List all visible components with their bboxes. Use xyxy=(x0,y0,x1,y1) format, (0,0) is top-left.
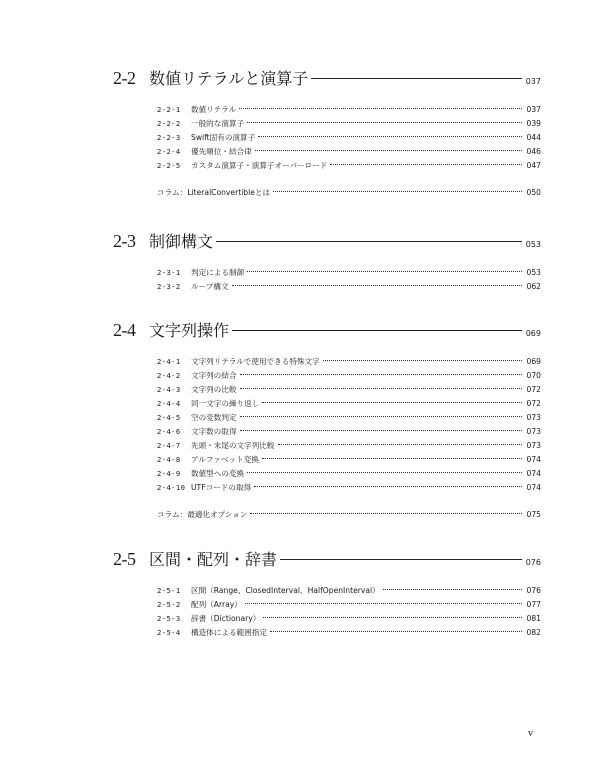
leader-line xyxy=(216,241,522,242)
section-heading[interactable] xyxy=(113,318,541,342)
entry-number: 2-4-7 xyxy=(157,441,181,450)
dotted-leader xyxy=(247,122,522,123)
entry-page: 073 xyxy=(526,427,541,436)
entry-number: 2-3-1 xyxy=(157,268,181,277)
toc-entry[interactable] xyxy=(157,267,541,281)
toc-entry[interactable] xyxy=(157,468,541,482)
section-page: 037 xyxy=(525,77,541,86)
entry-title: UTFコードの取得 xyxy=(191,483,252,492)
toc-entry[interactable] xyxy=(157,599,541,613)
column-entry[interactable] xyxy=(157,509,541,523)
toc-entry[interactable] xyxy=(157,454,541,468)
page-number: v xyxy=(528,728,533,739)
section-page: 069 xyxy=(525,329,541,338)
toc-section-2-4 xyxy=(113,318,541,523)
entry-title: 文字列リテラルで使用できる特殊文字 xyxy=(191,357,320,366)
entry-title: 文字列の結合 xyxy=(191,371,237,380)
dotted-leader xyxy=(258,136,522,137)
toc-section-2-2 xyxy=(113,66,541,201)
leader-line xyxy=(232,330,522,331)
entry-list xyxy=(157,356,541,496)
dotted-leader xyxy=(254,486,522,487)
entry-number: 2-4-10 xyxy=(157,483,186,492)
dotted-leader xyxy=(232,285,522,286)
leader-line xyxy=(280,559,522,560)
entry-number: 2-5-2 xyxy=(157,600,181,609)
section-page: 053 xyxy=(525,240,541,249)
entry-number: 2-4-9 xyxy=(157,469,181,478)
entry-page: 047 xyxy=(526,161,541,170)
dotted-leader xyxy=(263,617,522,618)
entry-title: 優先順位・結合律 xyxy=(191,147,252,156)
toc-entry[interactable] xyxy=(157,613,541,627)
toc-entry[interactable] xyxy=(157,440,541,454)
toc-entry[interactable] xyxy=(157,132,541,146)
dotted-leader xyxy=(240,374,522,375)
section-number: 2-3 xyxy=(113,231,136,251)
entry-title: 文字列の比較 xyxy=(191,385,237,394)
entry-title: 区間（Range、ClosedInterval、HalfOpenInterval） xyxy=(191,586,380,595)
entry-number: 2-5-1 xyxy=(157,586,181,595)
entry-title: 空の変数判定 xyxy=(191,413,237,422)
dotted-leader xyxy=(247,472,522,473)
dotted-leader xyxy=(383,589,522,590)
entry-page: 039 xyxy=(526,119,541,128)
entry-title: カスタム演算子・演算子オーバーロード xyxy=(191,161,328,170)
entry-number: 2-2-5 xyxy=(157,161,181,170)
entry-number: 2-4-1 xyxy=(157,357,181,366)
dotted-leader xyxy=(239,108,522,109)
entry-title: アルファベット変換 xyxy=(191,455,259,464)
entry-number: 2-4-6 xyxy=(157,427,181,436)
entry-number: 2-2-3 xyxy=(157,133,181,142)
toc-entry[interactable] xyxy=(157,412,541,426)
entry-page: 076 xyxy=(526,586,541,595)
entry-title: 文字数の取得 xyxy=(191,427,237,436)
entry-page: 073 xyxy=(526,413,541,422)
dotted-leader xyxy=(323,360,522,361)
entry-list xyxy=(157,104,541,174)
toc-entry[interactable] xyxy=(157,160,541,174)
dotted-leader xyxy=(250,513,522,514)
entry-title: 辞書（Dictionary） xyxy=(191,614,261,623)
column-page: 075 xyxy=(526,510,541,519)
entry-number: 2-4-4 xyxy=(157,399,181,408)
toc-entry[interactable] xyxy=(157,281,541,295)
dotted-leader xyxy=(330,164,522,165)
dotted-leader xyxy=(270,631,522,632)
entry-number: 2-3-2 xyxy=(157,282,181,291)
toc-entry[interactable] xyxy=(157,384,541,398)
dotted-leader xyxy=(255,150,522,151)
toc-entry[interactable] xyxy=(157,627,541,641)
entry-page: 072 xyxy=(526,385,541,394)
section-title: 文字列操作 xyxy=(149,321,230,340)
leader-line xyxy=(311,78,522,79)
entry-page: 074 xyxy=(526,469,541,478)
entry-page: 044 xyxy=(526,133,541,142)
entry-title: ループ構文 xyxy=(191,282,229,291)
entry-list xyxy=(157,585,541,641)
entry-page: 081 xyxy=(526,614,541,623)
toc-entry[interactable] xyxy=(157,356,541,370)
entry-list xyxy=(157,267,541,295)
section-title: 区間・配列・辞書 xyxy=(149,550,278,569)
entry-number: 2-2-4 xyxy=(157,147,181,156)
section-number: 2-2 xyxy=(113,68,136,88)
entry-page: 062 xyxy=(526,282,541,291)
entry-page: 069 xyxy=(526,357,541,366)
entry-title: 同一文字の繰り返し xyxy=(191,399,260,408)
entry-page: 082 xyxy=(526,628,541,637)
entry-number: 2-2-2 xyxy=(157,119,181,128)
entry-title: Swift固有の演算子 xyxy=(191,133,256,142)
entry-number: 2-2-1 xyxy=(157,105,181,114)
section-title: 数値リテラルと演算子 xyxy=(149,69,309,88)
column-title: コラム：LiteralConvertibleとは xyxy=(157,188,271,197)
toc-entry[interactable] xyxy=(157,104,541,118)
toc-entry[interactable] xyxy=(157,398,541,412)
toc-entry[interactable] xyxy=(157,118,541,132)
entry-number: 2-5-3 xyxy=(157,614,181,623)
toc-entry[interactable] xyxy=(157,370,541,384)
dotted-leader xyxy=(240,388,522,389)
entry-page: 077 xyxy=(526,600,541,609)
section-heading[interactable] xyxy=(113,66,541,90)
section-number: 2-4 xyxy=(113,320,136,340)
dotted-leader xyxy=(273,191,522,192)
entry-title: 数値リテラル xyxy=(191,105,237,114)
entry-page: 053 xyxy=(526,268,541,277)
section-heading[interactable] xyxy=(113,229,541,253)
column-title: コラム：最適化オプション xyxy=(157,510,248,519)
dotted-leader xyxy=(247,271,522,272)
column-entry[interactable] xyxy=(157,187,541,201)
section-number: 2-5 xyxy=(113,549,136,569)
dotted-leader xyxy=(245,603,522,604)
entry-number: 2-4-5 xyxy=(157,413,181,422)
entry-title: 数値型への変換 xyxy=(191,469,245,478)
section-page: 076 xyxy=(525,558,541,567)
toc-entry[interactable] xyxy=(157,426,541,440)
entry-page: 046 xyxy=(526,147,541,156)
entry-page: 037 xyxy=(526,105,541,114)
entry-title: 判定による制御 xyxy=(191,268,245,277)
dotted-leader xyxy=(240,416,522,417)
dotted-leader xyxy=(262,402,522,403)
entry-page: 073 xyxy=(526,441,541,450)
dotted-leader xyxy=(278,444,522,445)
entry-page: 074 xyxy=(526,483,541,492)
entry-number: 2-5-4 xyxy=(157,628,181,637)
entry-number: 2-4-3 xyxy=(157,385,181,394)
column-page: 050 xyxy=(526,188,541,197)
toc-section-2-5 xyxy=(113,547,541,641)
entry-title: 先頭・末尾の文字列比較 xyxy=(191,441,275,450)
entry-title: 一般的な演算子 xyxy=(191,119,245,128)
entry-page: 074 xyxy=(526,455,541,464)
toc-entry[interactable] xyxy=(157,585,541,599)
toc-entry[interactable] xyxy=(157,146,541,160)
entry-title: 配列（Array） xyxy=(191,600,242,609)
dotted-leader xyxy=(240,430,522,431)
entry-title: 構造体による範囲指定 xyxy=(191,628,267,637)
entry-page: 070 xyxy=(526,371,541,380)
section-title: 制御構文 xyxy=(149,232,214,251)
entry-number: 2-4-2 xyxy=(157,371,181,380)
entry-page: 072 xyxy=(526,399,541,408)
toc-entry[interactable] xyxy=(157,482,541,496)
toc-section-2-3 xyxy=(113,229,541,295)
dotted-leader xyxy=(262,458,522,459)
section-heading[interactable] xyxy=(113,547,541,571)
entry-number: 2-4-8 xyxy=(157,455,181,464)
